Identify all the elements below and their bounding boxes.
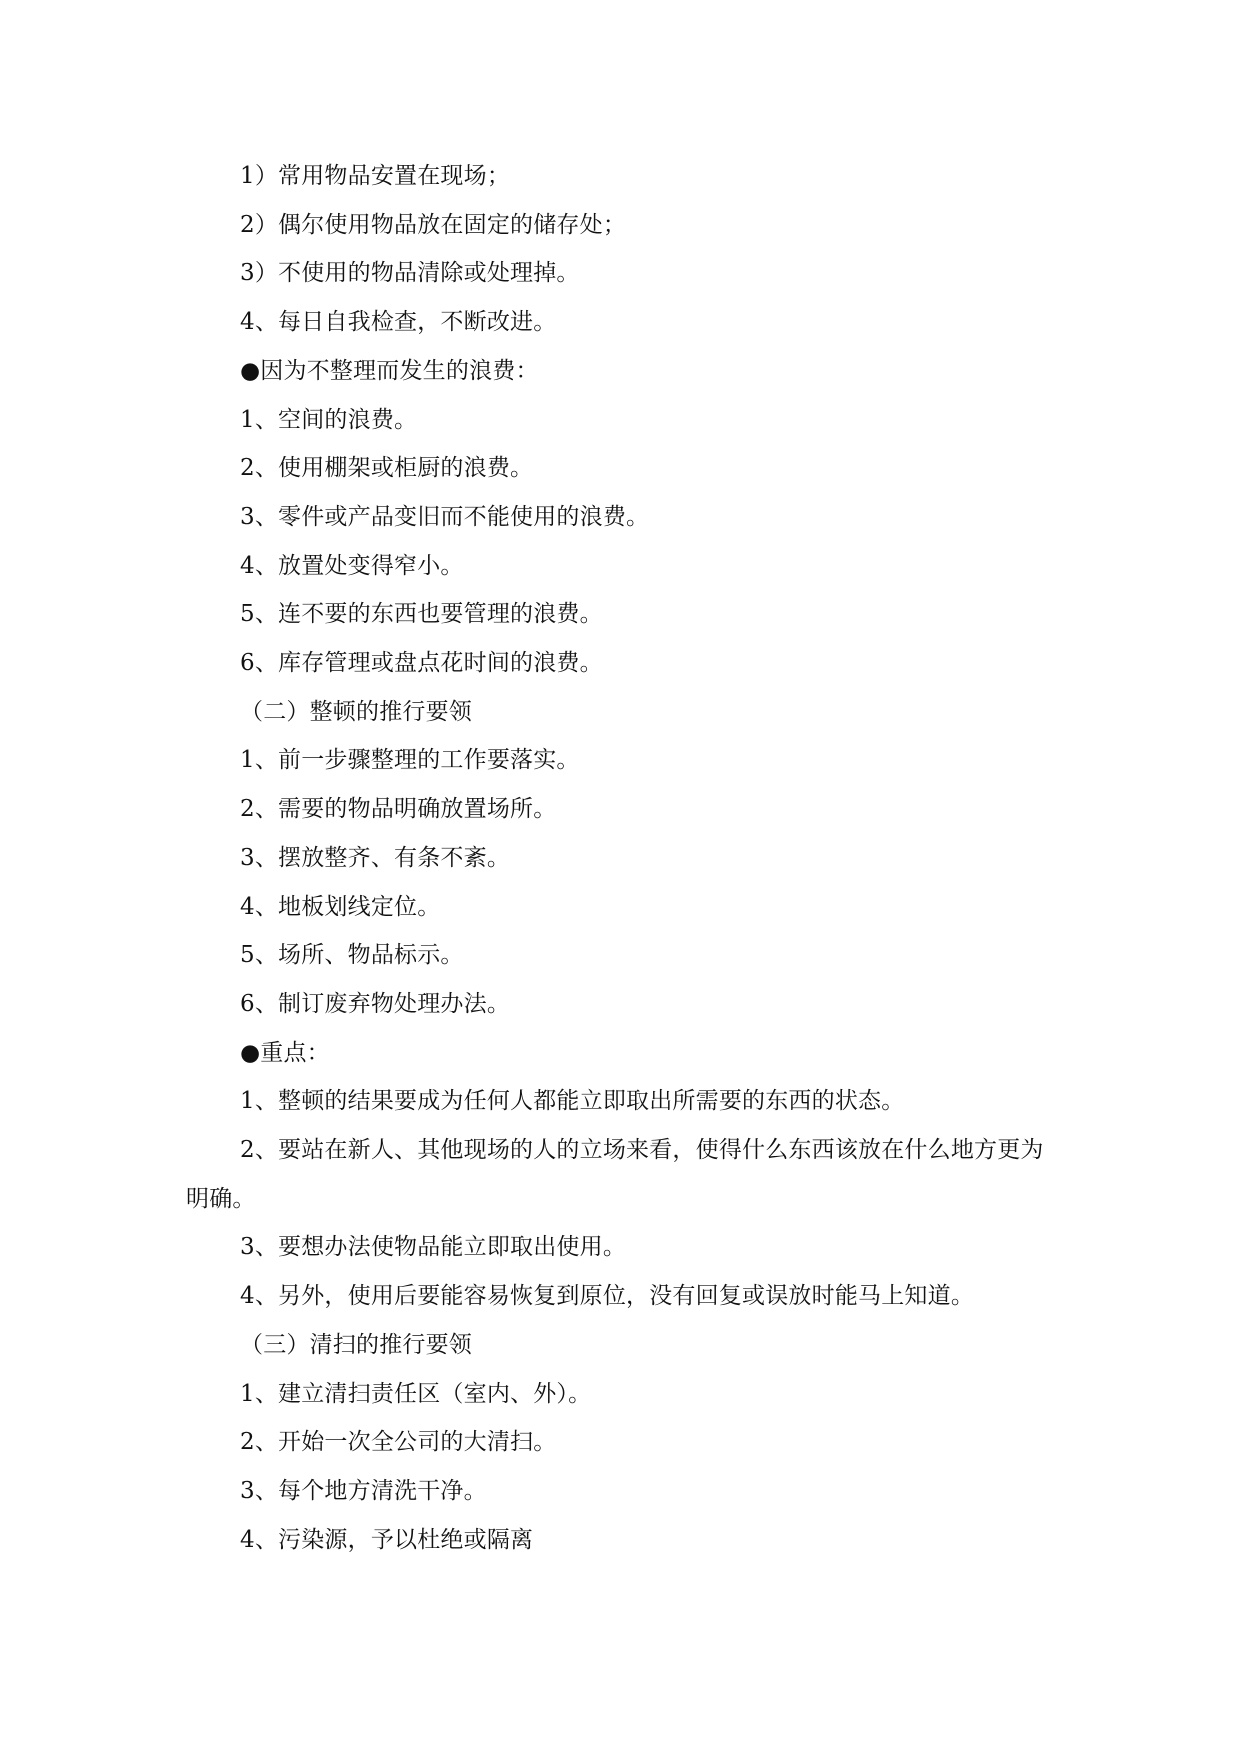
paragraph-1: 1）常用物品安置在现场； <box>240 163 511 189</box>
paragraph-5: ●因为不整理而发生的浪费： <box>240 357 539 384</box>
paragraph-16: 4、地板划线定位。 <box>240 893 441 920</box>
paragraph-11: 6、库存管理或盘点花时间的浪费。 <box>240 650 603 677</box>
paragraph-15: 3、摆放整齐、有条不紊。 <box>240 844 511 871</box>
paragraph-9: 4、放置处变得窄小。 <box>240 552 464 579</box>
section-heading-3: （三）清扫的推行要领 <box>240 1331 472 1358</box>
paragraph-13: 1、前一步骤整理的工作要落实。 <box>240 747 580 774</box>
paragraph-27: 3、每个地方清洗干净。 <box>240 1477 487 1504</box>
paragraph-21: 2、要站在新人、其他现场的人的立场来看，使得什么东西该放在什么地方更为明确。 <box>186 1137 1044 1212</box>
paragraph-6: 1、空间的浪费。 <box>240 406 418 433</box>
paragraph-18: 6、制订废弃物处理办法。 <box>240 990 511 1017</box>
paragraph-20: 1、整顿的结果要成为任何人都能立即取出所需要的东西的状态。 <box>240 1088 905 1115</box>
paragraph-25: 1、建立清扫责任区（室内、外）。 <box>240 1380 592 1407</box>
paragraph-3: 3）不使用的物品清除或处理掉。 <box>240 260 580 287</box>
paragraph-4: 4、每日自我检查，不断改进。 <box>240 309 557 336</box>
paragraph-7: 2、使用棚架或柜厨的浪费。 <box>240 455 534 482</box>
paragraph-19: ●重点： <box>240 1039 330 1066</box>
paragraph-26: 2、开始一次全公司的大清扫。 <box>240 1429 557 1456</box>
paragraph-14: 2、需要的物品明确放置场所。 <box>240 796 557 823</box>
paragraph-8: 3、零件或产品变旧而不能使用的浪费。 <box>240 503 650 530</box>
paragraph-28: 4、污染源，予以杜绝或隔离 <box>240 1526 534 1553</box>
paragraph-2: 2）偶尔使用物品放在固定的储存处； <box>240 211 627 238</box>
section-heading-2: （二）整顿的推行要领 <box>240 698 472 725</box>
paragraph-22: 3、要想办法使物品能立即取出使用。 <box>240 1234 627 1261</box>
document-body <box>186 152 1048 1564</box>
paragraph-23: 4、另外，使用后要能容易恢复到原位，没有回复或误放时能马上知道。 <box>240 1283 975 1310</box>
paragraph-10: 5、连不要的东西也要管理的浪费。 <box>240 601 603 628</box>
paragraph-17: 5、场所、物品标示。 <box>240 942 464 969</box>
